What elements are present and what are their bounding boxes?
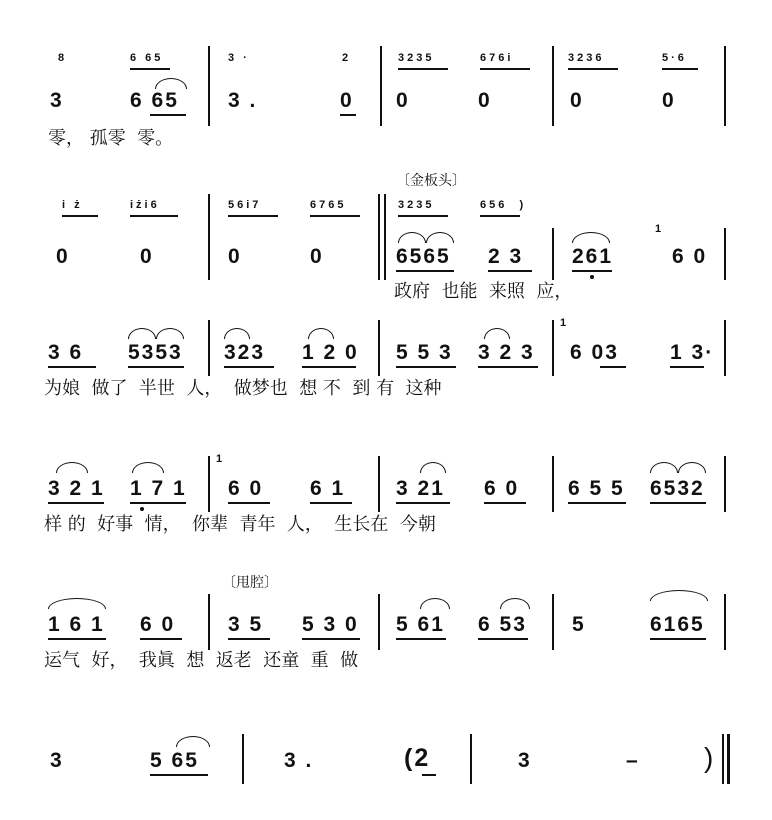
underline: [150, 774, 208, 776]
lyric-line: 运气 好， 我眞 想 返老 还童 重 做: [44, 650, 359, 671]
low-octave-dot: [140, 507, 144, 511]
underline: [228, 638, 270, 640]
underline: [228, 215, 278, 217]
underline: [568, 502, 626, 504]
melody-note: (2: [404, 744, 431, 772]
melody-note: 6 65: [130, 89, 179, 112]
melody-note: 3: [518, 749, 532, 772]
slur: [650, 462, 678, 473]
underline: [480, 68, 530, 70]
bar-line: [378, 594, 380, 650]
melody-note: 3 2 3: [478, 341, 535, 364]
accomp-note: 3235: [398, 199, 435, 211]
bar-line: [552, 594, 554, 650]
underline: [600, 366, 626, 368]
melody-note: 1 6 1: [48, 613, 105, 636]
underline: [224, 366, 274, 368]
accomp-note: 8: [58, 52, 68, 64]
slur: [426, 232, 454, 243]
accomp-note: iżi6: [130, 199, 160, 211]
slur: [420, 598, 450, 609]
grace-note: 1: [216, 453, 226, 465]
bar-line: [242, 734, 244, 784]
final-bar-line: [722, 734, 724, 784]
bar-line: [208, 320, 210, 376]
final-bar-line: [727, 734, 730, 784]
melody-note: 5353: [128, 341, 183, 364]
melody-note: 1 3·: [670, 341, 715, 364]
underline: [396, 502, 450, 504]
slur: [398, 232, 426, 243]
underline: [130, 215, 178, 217]
lyric-line: 样 的 好事 情， 你辈 青年 人， 生长在 今朝: [44, 514, 436, 535]
underline: [396, 270, 454, 272]
underline: [228, 502, 270, 504]
melody-note: 3 .: [228, 89, 258, 112]
underline: [650, 638, 706, 640]
underline: [662, 68, 698, 70]
melody-note: 0: [662, 89, 676, 112]
bar-line: [724, 320, 726, 376]
slur: [155, 78, 187, 89]
melody-note: 3: [50, 89, 64, 112]
bar-line: [724, 46, 726, 126]
bar-line: [470, 734, 472, 784]
accomp-note: 3 ·: [228, 52, 250, 64]
melody-note: 0: [228, 245, 242, 268]
melody-note: 0: [396, 89, 410, 112]
melody-note: 0: [340, 89, 354, 112]
bar-line: [378, 320, 380, 376]
melody-note: 6 03: [570, 341, 619, 364]
melody-note: 5 65: [150, 749, 199, 772]
bar-line: [724, 456, 726, 512]
bar-line: [552, 228, 554, 280]
underline: [48, 366, 96, 368]
melody-note: 6 0: [228, 477, 264, 500]
melody-note: 6565: [396, 245, 451, 268]
slur: [128, 328, 156, 339]
melody-note: 6532: [650, 477, 705, 500]
slur: [176, 736, 210, 747]
melody-note: 3 6: [48, 341, 84, 364]
melody-note: 5 61: [396, 613, 445, 636]
underline: [650, 502, 706, 504]
underline: [478, 638, 528, 640]
bar-line: [378, 456, 380, 512]
lyric-line: 政府 也能 来照 应，: [394, 281, 573, 302]
bar-line: [208, 46, 210, 126]
underline: [398, 68, 448, 70]
underline: [398, 215, 448, 217]
melody-note: 6165: [650, 613, 705, 636]
melody-note: 6 0: [484, 477, 520, 500]
bar-line: [380, 46, 382, 126]
slur: [572, 232, 610, 243]
slur: [308, 328, 334, 339]
slur: [224, 328, 250, 339]
melody-note: 2 3: [488, 245, 524, 268]
melody-note: 3 21: [396, 477, 445, 500]
underline: [128, 366, 184, 368]
lyric-line: 为娘 做了 半世 人， 做梦也 想 不 到 有 这种: [44, 378, 442, 399]
underline: [62, 215, 98, 217]
melody-note: 0: [140, 245, 154, 268]
melody-note: 5 5 3: [396, 341, 453, 364]
accomp-note: 3235: [398, 52, 435, 64]
underline: [310, 502, 352, 504]
melody-note: 6 0: [140, 613, 176, 636]
slur: [132, 462, 164, 473]
lyric-line: 零， 孤零 零。: [48, 128, 174, 149]
accomp-note: 6 65: [130, 52, 164, 64]
underline: [340, 114, 356, 116]
underline: [130, 68, 170, 70]
melody-note: 1 7 1: [130, 477, 187, 500]
underline: [396, 638, 446, 640]
underline: [396, 366, 456, 368]
underline: [48, 638, 106, 640]
bar-line: [552, 46, 554, 126]
bar-line: [208, 594, 210, 650]
accomp-note: 5·6: [662, 52, 687, 64]
melody-note: –: [626, 749, 640, 772]
underline: [670, 366, 704, 368]
accomp-note: i ż: [62, 199, 83, 211]
underline: [140, 638, 182, 640]
bar-line: [208, 456, 210, 512]
slur: [500, 598, 530, 609]
accomp-note: 676i: [480, 52, 514, 64]
slur: [678, 462, 706, 473]
melody-note: 6 53: [478, 613, 527, 636]
slur: [650, 590, 708, 601]
melody-note: 3 2 1: [48, 477, 105, 500]
grace-note: 1: [655, 223, 665, 235]
accomp-note: 2: [342, 52, 352, 64]
underline: [150, 114, 186, 116]
melody-note: 6 5 5: [568, 477, 625, 500]
grace-note: 1: [560, 317, 570, 329]
bar-line: [208, 194, 210, 280]
melody-note: 323: [224, 341, 266, 364]
underline: [130, 502, 186, 504]
accomp-note: 3236: [568, 52, 605, 64]
underline: [572, 270, 612, 272]
underline: [484, 502, 526, 504]
accomp-note: 56i7: [228, 199, 262, 211]
section-label: 〔金板头〕: [396, 173, 466, 189]
low-octave-dot: [590, 275, 594, 279]
melody-note: 5: [572, 613, 586, 636]
accomp-note: 6765: [310, 199, 347, 211]
bar-line: [552, 456, 554, 512]
underline: [488, 270, 532, 272]
melody-note: 3 5: [228, 613, 264, 636]
slur: [484, 328, 510, 339]
melody-note: 0: [478, 89, 492, 112]
melody-note: 261: [572, 245, 614, 268]
section-label: 〔甩腔〕: [222, 575, 278, 591]
underline: [302, 638, 360, 640]
bar-line: [384, 194, 386, 280]
underline: [48, 502, 104, 504]
slur: [156, 328, 184, 339]
bar-line: [724, 594, 726, 650]
melody-note: 6 0: [672, 245, 708, 268]
underline: [302, 366, 356, 368]
melody-note: 5 3 0: [302, 613, 359, 636]
slur: [48, 598, 106, 609]
melody-note: ): [704, 742, 716, 773]
melody-note: 6 1: [310, 477, 346, 500]
accomp-note: 656 ): [480, 199, 527, 211]
underline: [568, 68, 618, 70]
melody-note: 0: [310, 245, 324, 268]
melody-note: 3: [50, 749, 64, 772]
melody-note: 1 2 0: [302, 341, 359, 364]
melody-note: 0: [570, 89, 584, 112]
melody-note: 0: [56, 245, 70, 268]
bar-line: [552, 320, 554, 376]
bar-line: [724, 228, 726, 280]
melody-note: 3 .: [284, 749, 314, 772]
underline: [478, 366, 538, 368]
underline: [422, 774, 436, 776]
bar-line: [378, 194, 380, 280]
slur: [420, 462, 446, 473]
slur: [56, 462, 88, 473]
underline: [480, 215, 520, 217]
underline: [310, 215, 360, 217]
